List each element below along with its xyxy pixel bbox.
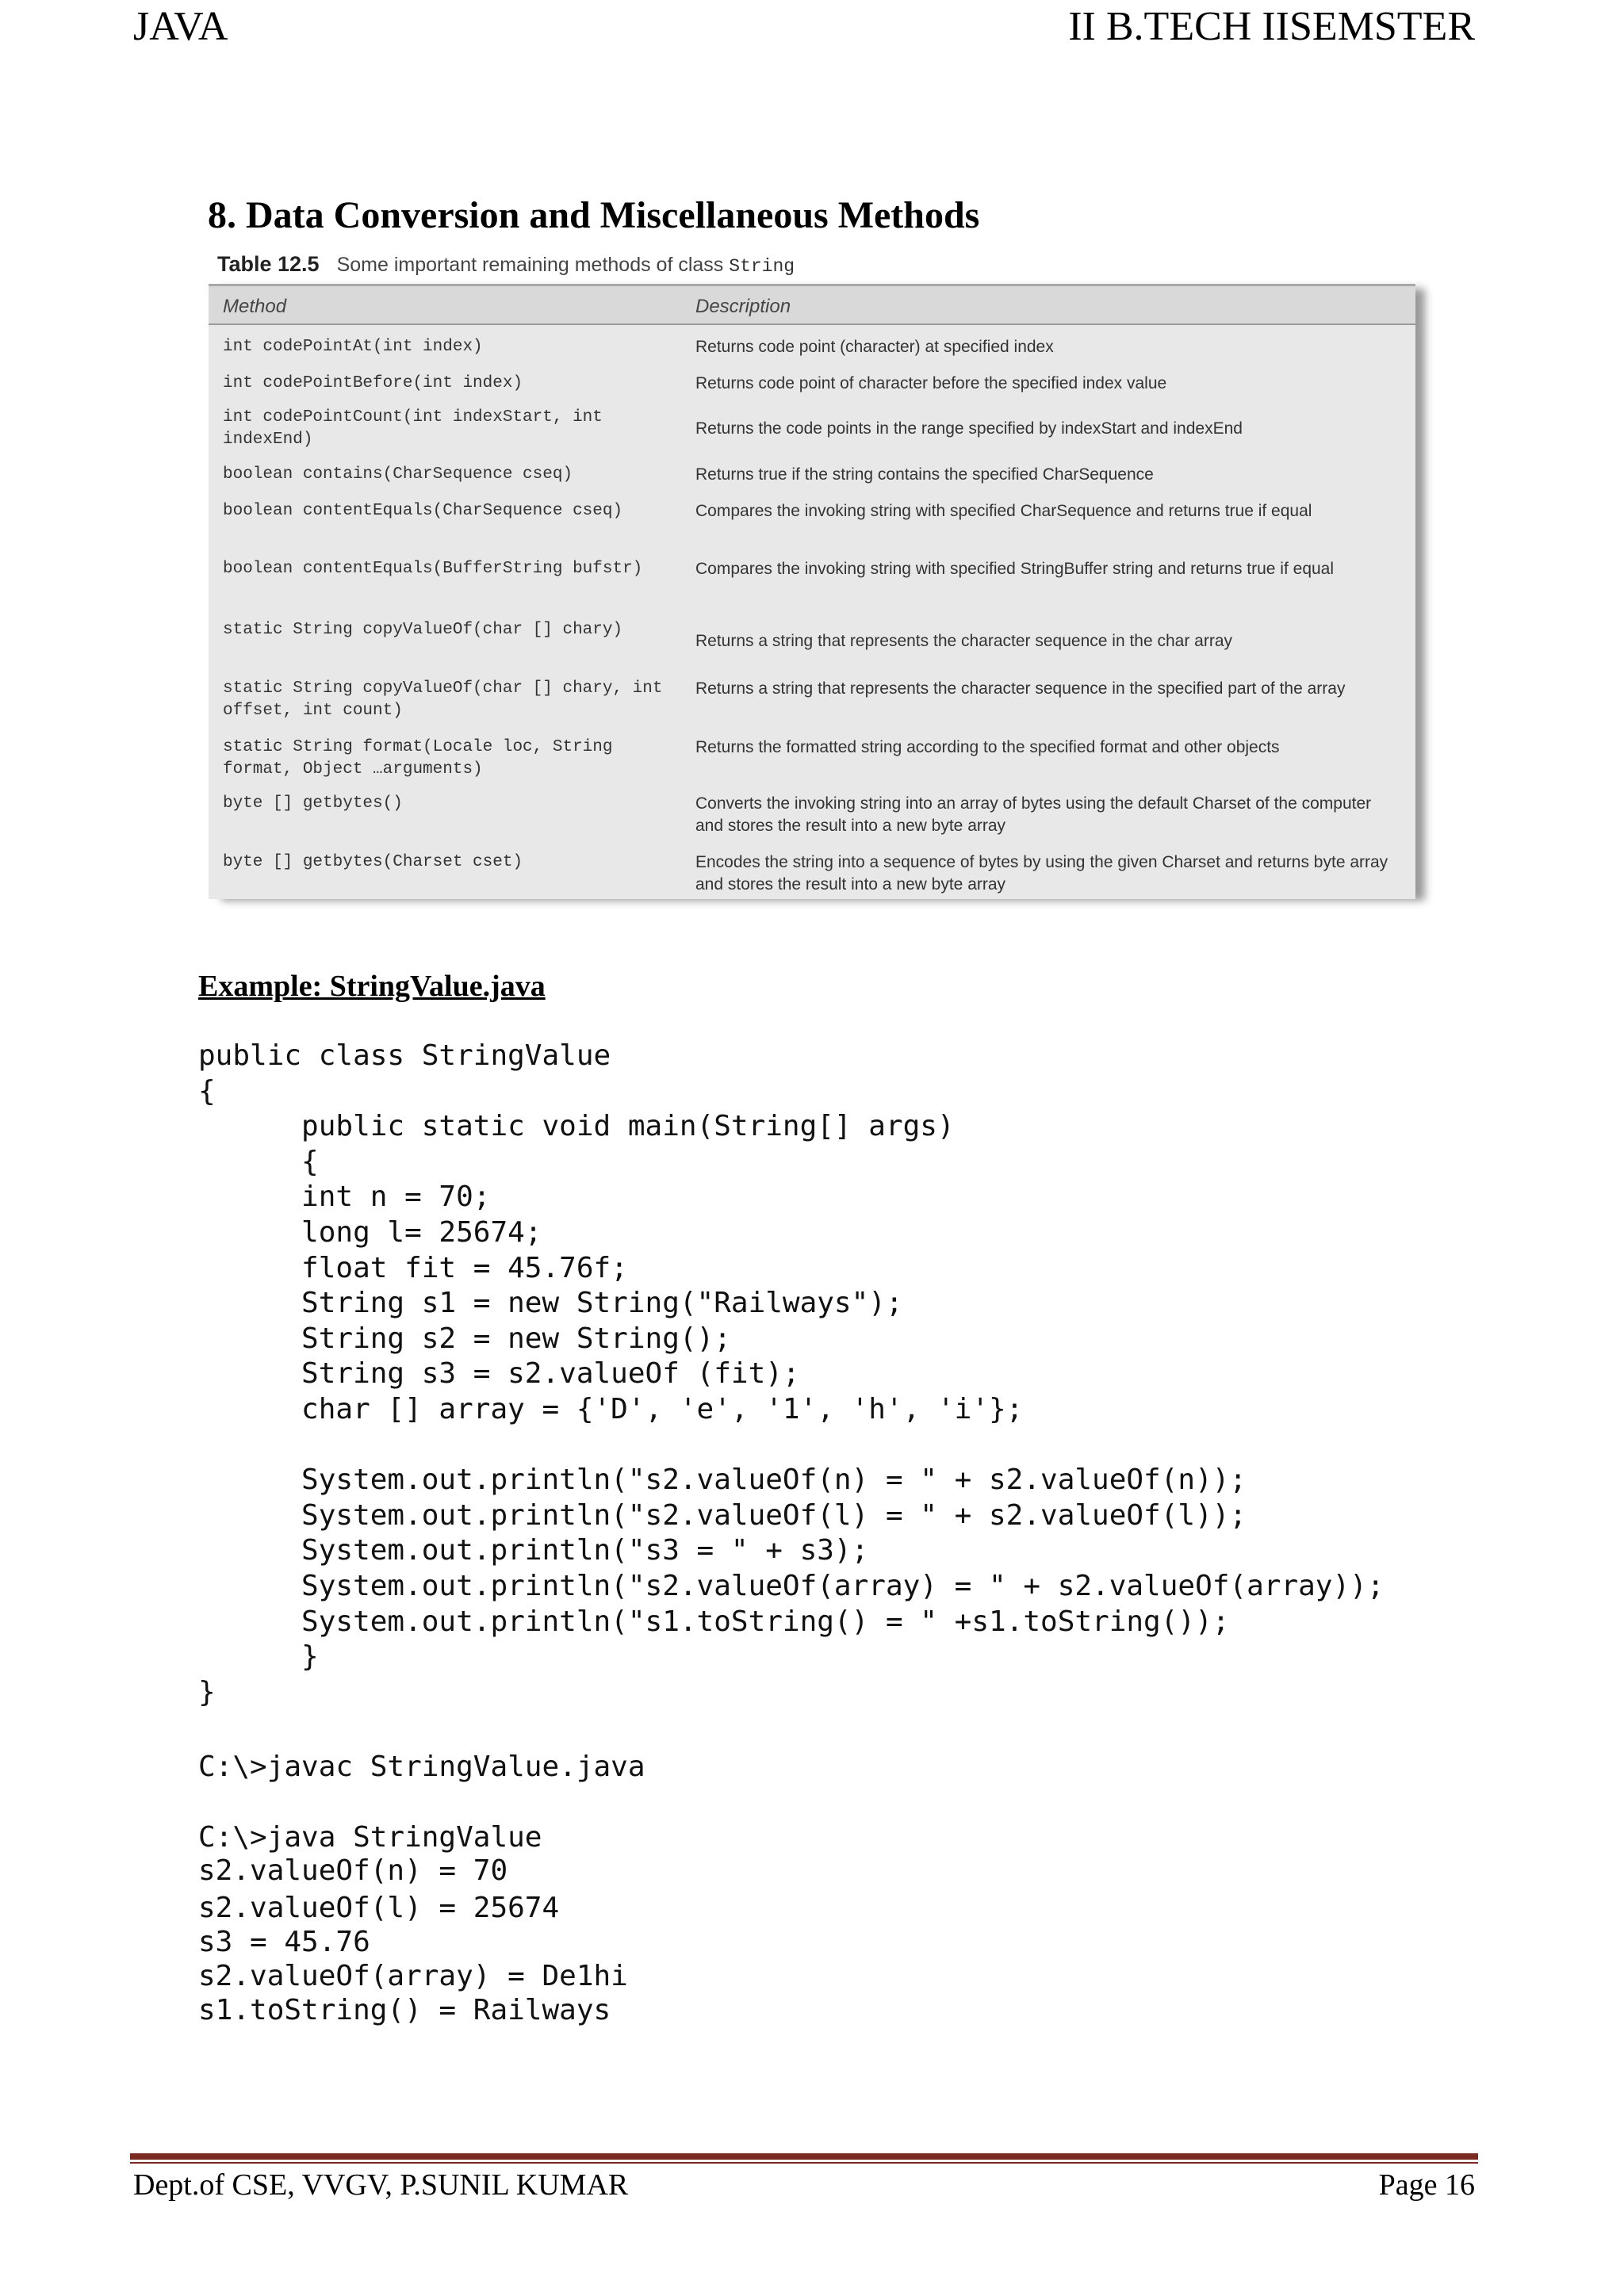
- method-signature: int codePointBefore(int index): [223, 374, 523, 392]
- footer-rule: [130, 2153, 1478, 2160]
- method-signature: int codePointCount(int indexStart, int indexEnd): [223, 408, 603, 449]
- page-number: Page 16: [1378, 2168, 1475, 2202]
- method-signature: boolean contentEquals(BufferString bufstr): [223, 560, 643, 578]
- method-description: Returns a string that represents the character sequence in the char array: [695, 632, 1233, 650]
- method-signature: static String copyValueOf(char [] chary, int offset, int count): [223, 679, 663, 720]
- method-signature: boolean contentEquals(CharSequence cseq): [223, 502, 623, 520]
- method-description: Returns true if the string contains the specified CharSequence: [695, 465, 1154, 484]
- method-description: Encodes the string into a sequence of bytes by using the given Charset and returns byte array and stores the result into a new byte array: [695, 853, 1388, 894]
- footer-rule-thin: [130, 2162, 1478, 2164]
- method-signature: int codePointAt(int index): [223, 338, 483, 356]
- compile-command: C:\>javac StringValue.java: [198, 1751, 645, 1783]
- table-caption-class: String: [729, 256, 795, 277]
- method-signature: byte [] getbytes(): [223, 794, 403, 813]
- output-line: s2.valueOf(n) = 70: [198, 1854, 508, 1887]
- footer-author: Dept.of CSE, VVGV, P.SUNIL KUMAR: [133, 2168, 629, 2202]
- table-header-method: Method: [223, 296, 287, 317]
- table-caption-label: Table 12.5: [217, 252, 320, 276]
- example-title: Example: StringValue.java: [198, 970, 546, 1003]
- table-caption-text: Some important remaining methods of class: [336, 254, 724, 276]
- table-header-row: [209, 284, 1415, 325]
- table-header-description: Description: [695, 296, 791, 317]
- method-description: Converts the invoking string into an array of bytes using the default Charset of the computer and stores the result into a new byte array: [695, 794, 1372, 835]
- output-line: s1.toString() = Railways: [198, 1994, 611, 2026]
- method-description: Returns the code points in the range specified by indexStart and indexEnd: [695, 419, 1243, 438]
- methods-table: [209, 284, 1415, 899]
- method-description: Compares the invoking string with specified CharSequence and returns true if equal: [695, 502, 1312, 520]
- method-description: Returns the formatted string according to the specified format and other objects: [695, 738, 1280, 756]
- header-course: II B.TECH IISEMSTER: [1068, 4, 1475, 49]
- method-signature: byte [] getbytes(Charset cset): [223, 853, 523, 871]
- table-caption: [217, 252, 795, 277]
- method-description: Returns code point of character before the specified index value: [695, 374, 1167, 392]
- header-subject: JAVA: [133, 4, 228, 49]
- method-signature: boolean contains(CharSequence cseq): [223, 465, 573, 484]
- output-line: s3 = 45.76: [198, 1926, 370, 1958]
- method-signature: static String format(Locale loc, String format, Object …arguments): [223, 738, 613, 779]
- output-line: s2.valueOf(l) = 25674: [198, 1892, 560, 1924]
- run-command: C:\>java StringValue: [198, 1821, 542, 1854]
- output-line: s2.valueOf(array) = De1hi: [198, 1960, 628, 1992]
- method-description: Returns code point (character) at specified index: [695, 338, 1054, 356]
- method-signature: static String copyValueOf(char [] chary): [223, 621, 623, 639]
- section-title: 8. Data Conversion and Miscellaneous Methods: [208, 194, 980, 236]
- method-description: Returns a string that represents the character sequence in the specified part of the array: [695, 679, 1346, 698]
- code-listing: public class StringValue { public static void main(String[] args) { int n = 70; long l= 25674; float fit = 45.76f; String s1 = new String("Railways"); String s2 = new String(); String s3 = s2.valueOf (fit); char [] array = {'D', 'e', '1', 'h', 'i'}; System.out.println("s2.valueOf(n) = " + s2.valueOf(n)); System.out.println("s2.valueOf(l) = " + s2.valueOf(l)); System.out.println("s3 = " + s3); System.out.println("s2.valueOf(array) = " + s2.valueOf(array)); System.out.println("s1.toString() = " +s1.toString()); } }: [198, 1039, 1385, 1709]
- method-description: Compares the invoking string with specified StringBuffer string and returns true if equal: [695, 560, 1335, 578]
